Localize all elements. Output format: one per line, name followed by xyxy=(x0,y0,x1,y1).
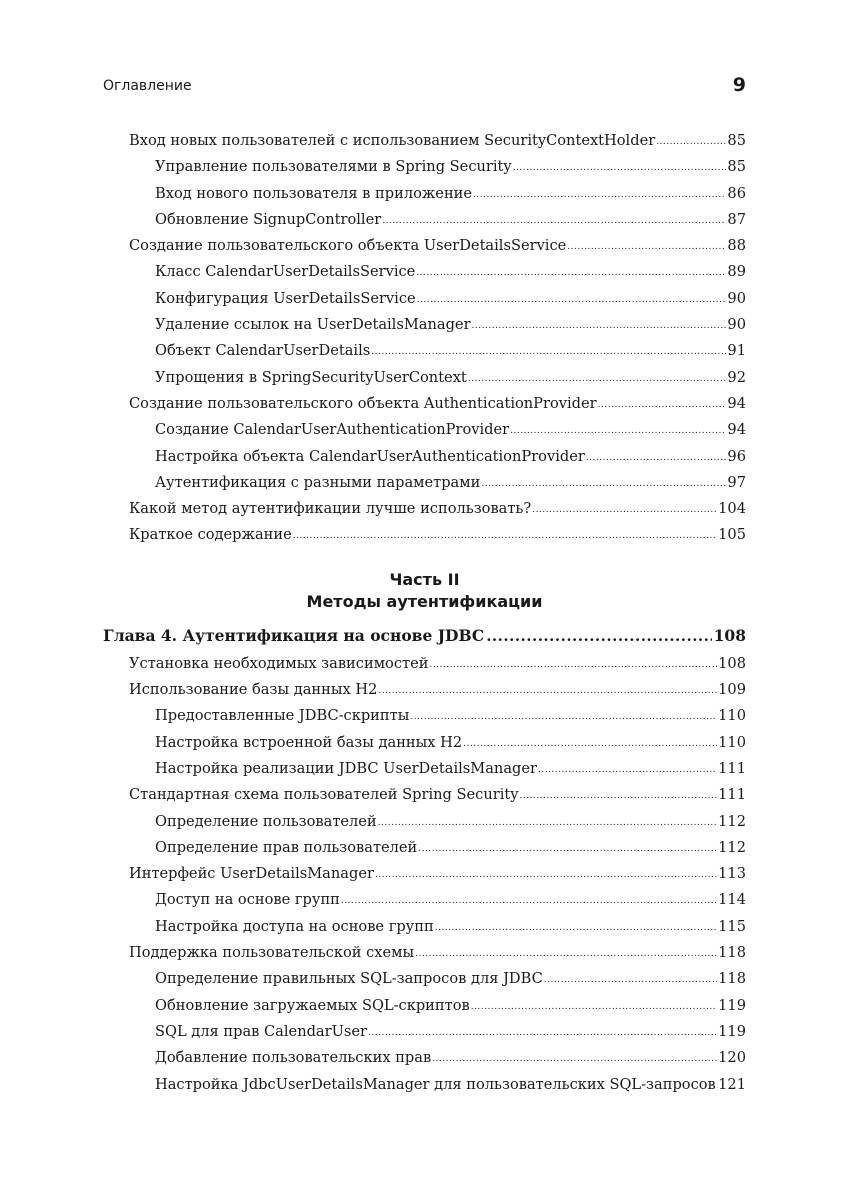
toc-entry[interactable] xyxy=(103,861,746,887)
toc-entry-title: Настройка встроенной базы данных H2 xyxy=(155,733,463,751)
toc-entry-page: 119 xyxy=(718,996,746,1014)
toc-entry[interactable] xyxy=(103,914,746,940)
dot-leader xyxy=(410,704,717,730)
toc-entry[interactable] xyxy=(103,887,746,913)
toc-entry-page: 111 xyxy=(718,759,746,777)
dot-leader xyxy=(656,129,726,155)
toc-entry[interactable] xyxy=(103,1045,746,1071)
toc-entry-page: 86 xyxy=(727,184,746,202)
toc-entry-title: Настройка реализации JDBC UserDetailsManager xyxy=(155,759,537,777)
toc-entry-page: 105 xyxy=(718,526,746,544)
toc-entry-title: Стандартная схема пользователей Spring Security xyxy=(129,786,519,804)
toc-entry[interactable] xyxy=(103,312,746,338)
toc-entry[interactable] xyxy=(103,286,746,312)
toc-entry-title: Обновление загружаемых SQL-скриптов xyxy=(155,996,470,1014)
toc-entry-title: Настройка JdbcUserDetailsManager для пользовательских SQL-запросов xyxy=(155,1075,716,1093)
dot-leader xyxy=(519,783,717,809)
toc-entry-page: 108 xyxy=(718,654,746,672)
toc-entry-page: 94 xyxy=(727,394,746,412)
toc-entry-title: Доступ на основе групп xyxy=(155,891,340,909)
toc-entry-page: 87 xyxy=(727,210,746,228)
toc-entry-page: 90 xyxy=(727,289,746,307)
dot-leader xyxy=(341,888,717,914)
toc-entry-title: Класс CalendarUserDetailsService xyxy=(155,263,416,281)
toc-entry-title: Определение пользователей xyxy=(155,812,377,830)
part-label: Часть II xyxy=(389,569,460,589)
toc-entry-title: Управление пользователями в Spring Security xyxy=(155,158,512,176)
toc-entry[interactable] xyxy=(103,651,746,677)
toc-entry-page: 114 xyxy=(718,891,746,909)
dot-leader xyxy=(382,208,726,234)
dot-leader xyxy=(471,994,717,1020)
toc-entry-page: 109 xyxy=(718,681,746,699)
toc-entry[interactable] xyxy=(103,522,746,548)
toc-entry[interactable] xyxy=(103,128,746,154)
toc-entry-page: 121 xyxy=(718,1075,746,1093)
toc-entry[interactable] xyxy=(103,1019,746,1045)
chapter-entry[interactable] xyxy=(103,621,746,651)
toc-entry[interactable] xyxy=(103,444,746,470)
dot-leader xyxy=(293,523,717,549)
toc-entry-page: 113 xyxy=(718,865,746,883)
toc-entry-title: Использование базы данных H2 xyxy=(129,681,378,699)
toc-entry-title: Объект CalendarUserDetails xyxy=(155,342,371,360)
running-head: Оглавление xyxy=(103,78,192,94)
toc-entry-title: Создание пользовательского объекта UserDetailsService xyxy=(129,237,567,255)
toc-entry-title: SQL для прав CalendarUser xyxy=(155,1022,368,1040)
toc-section-a xyxy=(103,128,746,549)
toc-entry-title: Аутентификация с разными параметрами xyxy=(155,473,481,491)
toc-entry[interactable] xyxy=(103,181,746,207)
toc-entry-page: 112 xyxy=(718,812,746,830)
toc-entry[interactable] xyxy=(103,730,746,756)
toc-entry-title: Вход новых пользователей с использованием SecurityContextHolder xyxy=(129,132,656,149)
chapter-page: 108 xyxy=(713,625,746,645)
toc-entry-title: Обновление SignupController xyxy=(155,210,382,228)
dot-leader xyxy=(544,967,717,993)
toc-entry-page: 110 xyxy=(718,707,746,725)
toc-entry[interactable] xyxy=(103,809,746,835)
toc-entry-page: 88 xyxy=(727,237,746,255)
toc-entry-page: 97 xyxy=(727,473,746,491)
dot-leader xyxy=(473,182,726,208)
toc-entry-title: Поддержка пользовательской схемы xyxy=(129,944,415,962)
dot-leader xyxy=(598,392,727,418)
toc-entry-page: 119 xyxy=(718,1022,746,1040)
toc-entry[interactable] xyxy=(103,756,746,782)
dot-leader xyxy=(481,471,726,497)
dot-leader xyxy=(486,621,711,651)
toc-entry-page: 90 xyxy=(727,316,746,334)
toc-entry[interactable] xyxy=(103,782,746,808)
dot-leader xyxy=(432,1046,717,1072)
toc-section-b xyxy=(103,651,746,1098)
part-title: Методы аутентификации xyxy=(306,591,543,611)
toc-entry-title: Удаление ссылок на UserDetailsManager xyxy=(155,316,471,334)
toc-entry-page: 110 xyxy=(718,733,746,751)
toc-entry-title: Добавление пользовательских прав xyxy=(155,1049,432,1067)
toc-entry-title: Определение правильных SQL-запросов для JDBC xyxy=(155,970,543,988)
toc-entry[interactable] xyxy=(103,940,746,966)
dot-leader xyxy=(378,678,717,704)
dot-leader xyxy=(415,941,717,967)
toc-entry-page: 89 xyxy=(727,263,746,281)
dot-leader xyxy=(378,810,717,836)
dot-leader xyxy=(567,234,726,260)
dot-leader xyxy=(435,915,717,941)
toc-entry[interactable] xyxy=(103,993,746,1019)
toc-entry-page: 92 xyxy=(727,368,746,386)
toc-entry[interactable] xyxy=(103,1072,746,1098)
toc-entry-page: 118 xyxy=(718,944,746,962)
dot-leader xyxy=(417,287,727,313)
toc-entry-page: 118 xyxy=(718,970,746,988)
toc-entry-title: Предоставленные JDBC-скрипты xyxy=(155,707,410,725)
page-number: 9 xyxy=(732,74,746,96)
table-of-contents xyxy=(103,128,746,1098)
toc-entry-title: Определение прав пользователей xyxy=(155,838,418,856)
chapter-title: Глава 4. Аутентификация на основе JDBC xyxy=(103,625,485,645)
toc-entry[interactable] xyxy=(103,154,746,180)
dot-leader xyxy=(472,313,727,339)
toc-entry-title: Конфигурация UserDetailsService xyxy=(155,289,416,307)
toc-entry-page: 120 xyxy=(718,1049,746,1067)
toc-entry[interactable] xyxy=(103,338,746,364)
toc-entry-page: 85 xyxy=(727,132,746,149)
toc-entry-title: Интерфейс UserDetailsManager xyxy=(129,865,374,883)
toc-entry[interactable] xyxy=(103,391,746,417)
dot-leader xyxy=(416,260,726,286)
toc-entry-title: Создание CalendarUserAuthenticationProvider xyxy=(155,421,510,439)
dot-leader xyxy=(418,836,717,862)
toc-entry-title: Какой метод аутентификации лучше использовать? xyxy=(129,500,532,518)
toc-entry[interactable] xyxy=(103,470,746,496)
toc-entry-page: 85 xyxy=(727,158,746,176)
toc-entry[interactable] xyxy=(103,417,746,443)
toc-entry[interactable] xyxy=(103,835,746,861)
dot-leader xyxy=(532,497,717,523)
toc-entry-page: 104 xyxy=(718,500,746,518)
dot-leader xyxy=(375,862,717,888)
toc-entry-title: Упрощения в SpringSecurityUserContext xyxy=(155,368,467,386)
toc-entry[interactable] xyxy=(103,703,746,729)
toc-entry[interactable] xyxy=(103,233,746,259)
part-heading xyxy=(103,569,746,613)
dot-leader xyxy=(510,418,726,444)
toc-entry[interactable] xyxy=(103,677,746,703)
toc-entry[interactable] xyxy=(103,365,746,391)
toc-entry[interactable] xyxy=(103,496,746,522)
toc-entry-page: 111 xyxy=(718,786,746,804)
toc-entry-page: 96 xyxy=(727,447,746,465)
toc-entry-title: Вход нового пользователя в приложение xyxy=(155,184,473,202)
dot-leader xyxy=(468,366,727,392)
toc-entry-page: 94 xyxy=(727,421,746,439)
toc-entry-title: Настройка объекта CalendarUserAuthenticationProvider xyxy=(155,447,585,465)
dot-leader xyxy=(538,757,717,783)
dot-leader xyxy=(368,1020,717,1046)
dot-leader xyxy=(429,652,717,678)
toc-entry-title: Краткое содержание xyxy=(129,526,292,544)
dot-leader xyxy=(586,445,727,471)
dot-leader xyxy=(463,731,717,757)
toc-entry[interactable] xyxy=(103,966,746,992)
toc-entry[interactable] xyxy=(103,259,746,285)
toc-entry-title: Установка необходимых зависимостей xyxy=(129,654,429,672)
dot-leader xyxy=(371,339,726,365)
toc-entry-page: 112 xyxy=(718,838,746,856)
toc-entry-page: 91 xyxy=(727,342,746,360)
toc-entry[interactable] xyxy=(103,207,746,233)
toc-entry-title: Настройка доступа на основе групп xyxy=(155,917,434,935)
toc-entry-title: Создание пользовательского объекта AuthenticationProvider xyxy=(129,394,597,412)
dot-leader xyxy=(513,155,727,181)
toc-entry-page: 115 xyxy=(718,917,746,935)
